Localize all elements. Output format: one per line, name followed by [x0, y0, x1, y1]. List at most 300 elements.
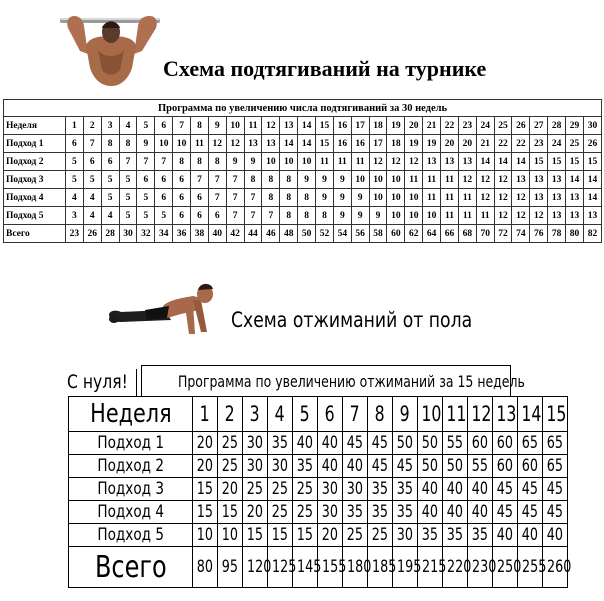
table-cell: 34 — [155, 225, 173, 243]
table-cell: 50 — [418, 455, 443, 478]
table-cell: 30 — [343, 478, 368, 501]
table-cell: 76 — [530, 225, 548, 243]
table-cell: 82 — [583, 225, 601, 243]
table-cell: 7 — [226, 171, 244, 189]
table-cell: 13 — [441, 153, 459, 171]
table-cell: 12 — [494, 189, 512, 207]
table-cell: 125 — [268, 547, 293, 588]
table-cell: 11 — [423, 171, 441, 189]
week-header-label: Неделя — [4, 117, 66, 135]
table-cell: 8 — [173, 153, 191, 171]
set-row — [69, 501, 568, 524]
table-cell: 7 — [226, 189, 244, 207]
table-cell: 10 — [405, 207, 423, 225]
table-cell: 10 — [173, 135, 191, 153]
table-cell: 30 — [243, 455, 268, 478]
week-number: 10 — [418, 397, 443, 432]
table-cell: 13 — [530, 189, 548, 207]
table-cell: 40 — [443, 478, 468, 501]
table-cell: 12 — [476, 189, 494, 207]
table-cell: 11 — [316, 153, 334, 171]
row-label: Подход 4 — [69, 501, 193, 524]
table-cell: 56 — [351, 225, 369, 243]
table-cell: 9 — [351, 207, 369, 225]
table-cell: 25 — [566, 135, 584, 153]
table-cell: 62 — [405, 225, 423, 243]
table-cell: 15 — [193, 478, 218, 501]
table-cell: 35 — [293, 455, 318, 478]
set-row — [4, 189, 602, 207]
table-cell: 10 — [387, 171, 405, 189]
table-cell: 5 — [137, 189, 155, 207]
week-number: 19 — [387, 117, 405, 135]
table-cell: 11 — [458, 207, 476, 225]
table-cell: 5 — [119, 207, 137, 225]
table-cell: 45 — [368, 432, 393, 455]
week-number: 24 — [476, 117, 494, 135]
table-cell: 5 — [137, 207, 155, 225]
table-cell: 11 — [423, 189, 441, 207]
table-cell: 40 — [293, 432, 318, 455]
table-cell: 8 — [262, 189, 280, 207]
table-cell: 25 — [218, 455, 243, 478]
table-cell: 20 — [441, 135, 459, 153]
week-number: 17 — [351, 117, 369, 135]
table-cell: 6 — [83, 153, 101, 171]
table-cell: 220 — [443, 547, 468, 588]
table-cell: 40 — [493, 524, 518, 547]
table-cell: 9 — [298, 171, 316, 189]
pullups-table — [3, 99, 602, 243]
table-cell: 25 — [343, 524, 368, 547]
table-cell: 7 — [226, 207, 244, 225]
table-cell: 20 — [243, 501, 268, 524]
table-cell: 11 — [441, 171, 459, 189]
table-cell: 60 — [493, 455, 518, 478]
table-cell: 7 — [208, 171, 226, 189]
table-cell: 15 — [566, 153, 584, 171]
table-cell: 65 — [518, 432, 543, 455]
row-label: Всего — [69, 547, 193, 588]
table-cell: 260 — [543, 547, 568, 588]
table-cell: 5 — [66, 171, 84, 189]
table-cell: 15 — [293, 524, 318, 547]
table-cell: 8 — [280, 189, 298, 207]
week-number: 15 — [316, 117, 334, 135]
table-cell: 10 — [280, 153, 298, 171]
table-cell: 44 — [244, 225, 262, 243]
week-number: 8 — [191, 117, 209, 135]
table-cell: 40 — [468, 478, 493, 501]
week-number: 12 — [262, 117, 280, 135]
set-row — [69, 524, 568, 547]
week-number: 8 — [368, 397, 393, 432]
week-number: 13 — [493, 397, 518, 432]
table-cell: 30 — [318, 478, 343, 501]
week-number: 21 — [423, 117, 441, 135]
row-label: Подход 2 — [69, 455, 193, 478]
week-number: 6 — [318, 397, 343, 432]
week-number: 1 — [193, 397, 218, 432]
table-cell: 255 — [518, 547, 543, 588]
table-cell: 8 — [316, 207, 334, 225]
row-label: Подход 2 — [4, 153, 66, 171]
table-cell: 250 — [493, 547, 518, 588]
table-cell: 40 — [418, 501, 443, 524]
table-cell: 13 — [262, 135, 280, 153]
table-cell: 6 — [66, 135, 84, 153]
week-number: 7 — [343, 397, 368, 432]
table-cell: 10 — [351, 171, 369, 189]
table-cell: 18 — [387, 135, 405, 153]
week-number: 15 — [543, 397, 568, 432]
week-number: 28 — [548, 117, 566, 135]
week-number: 9 — [208, 117, 226, 135]
table-cell: 155 — [318, 547, 343, 588]
table-cell: 17 — [369, 135, 387, 153]
table-cell: 55 — [468, 455, 493, 478]
table-cell: 11 — [405, 171, 423, 189]
table-cell: 12 — [226, 135, 244, 153]
table-cell: 22 — [494, 135, 512, 153]
table-cell: 14 — [298, 135, 316, 153]
table-cell: 25 — [243, 478, 268, 501]
table-cell: 35 — [268, 432, 293, 455]
table-cell: 7 — [191, 171, 209, 189]
set-row — [69, 432, 568, 455]
table-cell: 14 — [583, 171, 601, 189]
table-cell: 8 — [208, 153, 226, 171]
table-cell: 9 — [244, 153, 262, 171]
table-cell: 35 — [343, 501, 368, 524]
table-cell: 40 — [318, 455, 343, 478]
pushups-title: Схема отжиманий от пола — [231, 308, 473, 332]
table-cell: 30 — [268, 455, 293, 478]
table-cell: 40 — [543, 524, 568, 547]
set-row — [4, 153, 602, 171]
table-cell: 15 — [268, 524, 293, 547]
table-cell: 13 — [548, 171, 566, 189]
table-cell: 35 — [393, 478, 418, 501]
table-cell: 13 — [423, 153, 441, 171]
table-cell: 66 — [441, 225, 459, 243]
table-cell: 10 — [298, 153, 316, 171]
table-cell: 12 — [208, 135, 226, 153]
table-cell: 36 — [173, 225, 191, 243]
table-cell: 42 — [226, 225, 244, 243]
table-cell: 5 — [155, 207, 173, 225]
table-cell: 45 — [518, 478, 543, 501]
table-cell: 15 — [316, 135, 334, 153]
pushup-athlete-image — [105, 276, 223, 344]
table-cell: 7 — [244, 207, 262, 225]
row-label: Подход 4 — [4, 189, 66, 207]
set-row — [4, 135, 602, 153]
table-cell: 6 — [155, 171, 173, 189]
table-cell: 12 — [458, 171, 476, 189]
table-cell: 30 — [318, 501, 343, 524]
week-number: 2 — [218, 397, 243, 432]
table-cell: 7 — [244, 189, 262, 207]
week-number: 16 — [333, 117, 351, 135]
table-cell: 8 — [101, 135, 119, 153]
table-cell: 8 — [191, 153, 209, 171]
table-cell: 12 — [405, 153, 423, 171]
pullups-title: Схема подтягиваний на турнике — [163, 56, 487, 81]
table-cell: 15 — [193, 501, 218, 524]
table-cell: 12 — [494, 171, 512, 189]
table-cell: 10 — [262, 153, 280, 171]
table-cell: 20 — [193, 432, 218, 455]
table-cell: 40 — [443, 501, 468, 524]
table-cell: 8 — [280, 207, 298, 225]
table-cell: 6 — [155, 189, 173, 207]
set-row — [4, 171, 602, 189]
table-cell: 23 — [530, 135, 548, 153]
table-cell: 65 — [543, 455, 568, 478]
table-cell: 5 — [83, 171, 101, 189]
table-cell: 14 — [566, 171, 584, 189]
table-cell: 45 — [543, 478, 568, 501]
week-number: 4 — [268, 397, 293, 432]
week-number: 26 — [512, 117, 530, 135]
table-cell: 50 — [443, 455, 468, 478]
table-cell: 72 — [494, 225, 512, 243]
table-cell: 35 — [418, 524, 443, 547]
table-cell: 9 — [316, 171, 334, 189]
table-cell: 40 — [343, 455, 368, 478]
table-cell: 80 — [566, 225, 584, 243]
week-number: 3 — [101, 117, 119, 135]
table-cell: 78 — [548, 225, 566, 243]
table-cell: 5 — [101, 189, 119, 207]
week-number: 20 — [405, 117, 423, 135]
table-cell: 10 — [155, 135, 173, 153]
table-cell: 15 — [530, 153, 548, 171]
row-label: Подход 3 — [4, 171, 66, 189]
table-cell: 80 — [193, 547, 218, 588]
table-cell: 38 — [191, 225, 209, 243]
table-cell: 15 — [218, 501, 243, 524]
table-cell: 9 — [137, 135, 155, 153]
table-cell: 14 — [280, 135, 298, 153]
table-cell: 8 — [280, 171, 298, 189]
table-cell: 19 — [423, 135, 441, 153]
table-cell: 45 — [393, 455, 418, 478]
table-cell: 11 — [191, 135, 209, 153]
table-cell: 45 — [518, 501, 543, 524]
pushups-table — [68, 396, 572, 588]
table-cell: 13 — [244, 135, 262, 153]
table-cell: 20 — [218, 478, 243, 501]
table-cell: 35 — [468, 524, 493, 547]
week-number: 13 — [280, 117, 298, 135]
week-number: 3 — [243, 397, 268, 432]
table-cell: 9 — [333, 171, 351, 189]
table-cell: 12 — [369, 153, 387, 171]
table-cell: 25 — [293, 501, 318, 524]
table-cell: 195 — [393, 547, 418, 588]
week-number: 23 — [458, 117, 476, 135]
week-number: 18 — [369, 117, 387, 135]
table-cell: 7 — [83, 135, 101, 153]
table-cell: 5 — [119, 171, 137, 189]
table-cell: 13 — [548, 189, 566, 207]
table-cell: 35 — [393, 501, 418, 524]
table-cell: 5 — [119, 189, 137, 207]
table-cell: 54 — [333, 225, 351, 243]
total-row — [69, 547, 568, 588]
table-cell: 12 — [512, 189, 530, 207]
table-cell: 45 — [543, 501, 568, 524]
table-cell: 8 — [262, 171, 280, 189]
table-cell: 9 — [369, 207, 387, 225]
table-cell: 26 — [583, 135, 601, 153]
week-number: 29 — [566, 117, 584, 135]
table-cell: 8 — [298, 189, 316, 207]
table-cell: 7 — [155, 153, 173, 171]
week-number: 22 — [441, 117, 459, 135]
table-cell: 6 — [191, 189, 209, 207]
table-cell: 13 — [512, 171, 530, 189]
week-number: 5 — [137, 117, 155, 135]
table-cell: 10 — [218, 524, 243, 547]
week-number: 1 — [66, 117, 84, 135]
table-cell: 58 — [369, 225, 387, 243]
table-cell: 45 — [368, 455, 393, 478]
table-cell: 4 — [66, 189, 84, 207]
week-number: 2 — [83, 117, 101, 135]
table-cell: 12 — [530, 207, 548, 225]
table-cell: 30 — [119, 225, 137, 243]
set-row — [69, 478, 568, 501]
table-cell: 50 — [418, 432, 443, 455]
table-cell: 7 — [137, 153, 155, 171]
table-cell: 52 — [316, 225, 334, 243]
start-from-zero-label: С нуля! — [67, 371, 128, 393]
table-cell: 6 — [173, 171, 191, 189]
table-cell: 6 — [191, 207, 209, 225]
table-cell: 9 — [226, 153, 244, 171]
table-cell: 20 — [193, 455, 218, 478]
table-cell: 30 — [393, 524, 418, 547]
table-cell: 10 — [387, 189, 405, 207]
table-cell: 8 — [119, 135, 137, 153]
set-row — [4, 207, 602, 225]
table-cell: 45 — [493, 501, 518, 524]
table-cell: 45 — [493, 478, 518, 501]
week-number: 25 — [494, 117, 512, 135]
row-label: Подход 1 — [4, 135, 66, 153]
table-cell: 19 — [405, 135, 423, 153]
table-cell: 60 — [387, 225, 405, 243]
table-cell: 50 — [298, 225, 316, 243]
table-cell: 8 — [298, 207, 316, 225]
table-cell: 26 — [83, 225, 101, 243]
week-number: 7 — [173, 117, 191, 135]
table-cell: 70 — [476, 225, 494, 243]
table-cell: 68 — [458, 225, 476, 243]
week-header-row — [4, 117, 602, 135]
table-cell: 13 — [566, 207, 584, 225]
table-cell: 12 — [476, 171, 494, 189]
week-number: 30 — [583, 117, 601, 135]
set-row — [69, 455, 568, 478]
table-cell: 13 — [548, 207, 566, 225]
table-cell: 14 — [583, 189, 601, 207]
table-cell: 25 — [293, 478, 318, 501]
pullups-table-caption: Программа по увеличению числа подтягиваний за 30 недель — [4, 100, 602, 117]
table-cell: 28 — [101, 225, 119, 243]
table-cell: 7 — [262, 207, 280, 225]
table-cell: 60 — [468, 432, 493, 455]
table-cell: 11 — [441, 189, 459, 207]
table-cell: 9 — [333, 207, 351, 225]
table-cell: 185 — [368, 547, 393, 588]
table-cell: 45 — [343, 432, 368, 455]
table-cell: 230 — [468, 547, 493, 588]
table-cell: 46 — [262, 225, 280, 243]
table-cell: 16 — [333, 135, 351, 153]
table-cell: 60 — [493, 432, 518, 455]
week-header-label: Неделя — [69, 397, 193, 432]
table-cell: 40 — [518, 524, 543, 547]
table-cell: 9 — [316, 189, 334, 207]
table-cell: 11 — [458, 189, 476, 207]
table-cell: 11 — [333, 153, 351, 171]
table-cell: 13 — [458, 153, 476, 171]
table-cell: 25 — [368, 524, 393, 547]
week-number: 11 — [443, 397, 468, 432]
table-cell: 215 — [418, 547, 443, 588]
table-cell: 10 — [369, 171, 387, 189]
table-cell: 20 — [318, 524, 343, 547]
table-cell: 7 — [208, 189, 226, 207]
table-cell: 13 — [530, 171, 548, 189]
table-cell: 48 — [280, 225, 298, 243]
row-label: Подход 1 — [69, 432, 193, 455]
row-label: Подход 5 — [4, 207, 66, 225]
table-cell: 6 — [101, 153, 119, 171]
table-cell: 50 — [393, 432, 418, 455]
row-label: Подход 5 — [69, 524, 193, 547]
table-cell: 30 — [243, 432, 268, 455]
table-cell: 21 — [476, 135, 494, 153]
table-cell: 23 — [66, 225, 84, 243]
table-cell: 11 — [351, 153, 369, 171]
table-cell: 64 — [423, 225, 441, 243]
week-header-row — [69, 397, 568, 432]
table-cell: 6 — [173, 207, 191, 225]
table-cell: 7 — [119, 153, 137, 171]
table-cell: 16 — [351, 135, 369, 153]
table-cell: 10 — [193, 524, 218, 547]
table-cell: 10 — [369, 189, 387, 207]
table-cell: 25 — [268, 501, 293, 524]
week-number: 14 — [518, 397, 543, 432]
table-cell: 120 — [243, 547, 268, 588]
table-cell: 6 — [137, 171, 155, 189]
table-cell: 55 — [443, 432, 468, 455]
table-cell: 65 — [543, 432, 568, 455]
table-cell: 13 — [583, 207, 601, 225]
table-cell: 35 — [368, 501, 393, 524]
table-cell: 3 — [66, 207, 84, 225]
table-cell: 60 — [518, 455, 543, 478]
week-number: 4 — [119, 117, 137, 135]
week-number: 11 — [244, 117, 262, 135]
table-cell: 32 — [137, 225, 155, 243]
